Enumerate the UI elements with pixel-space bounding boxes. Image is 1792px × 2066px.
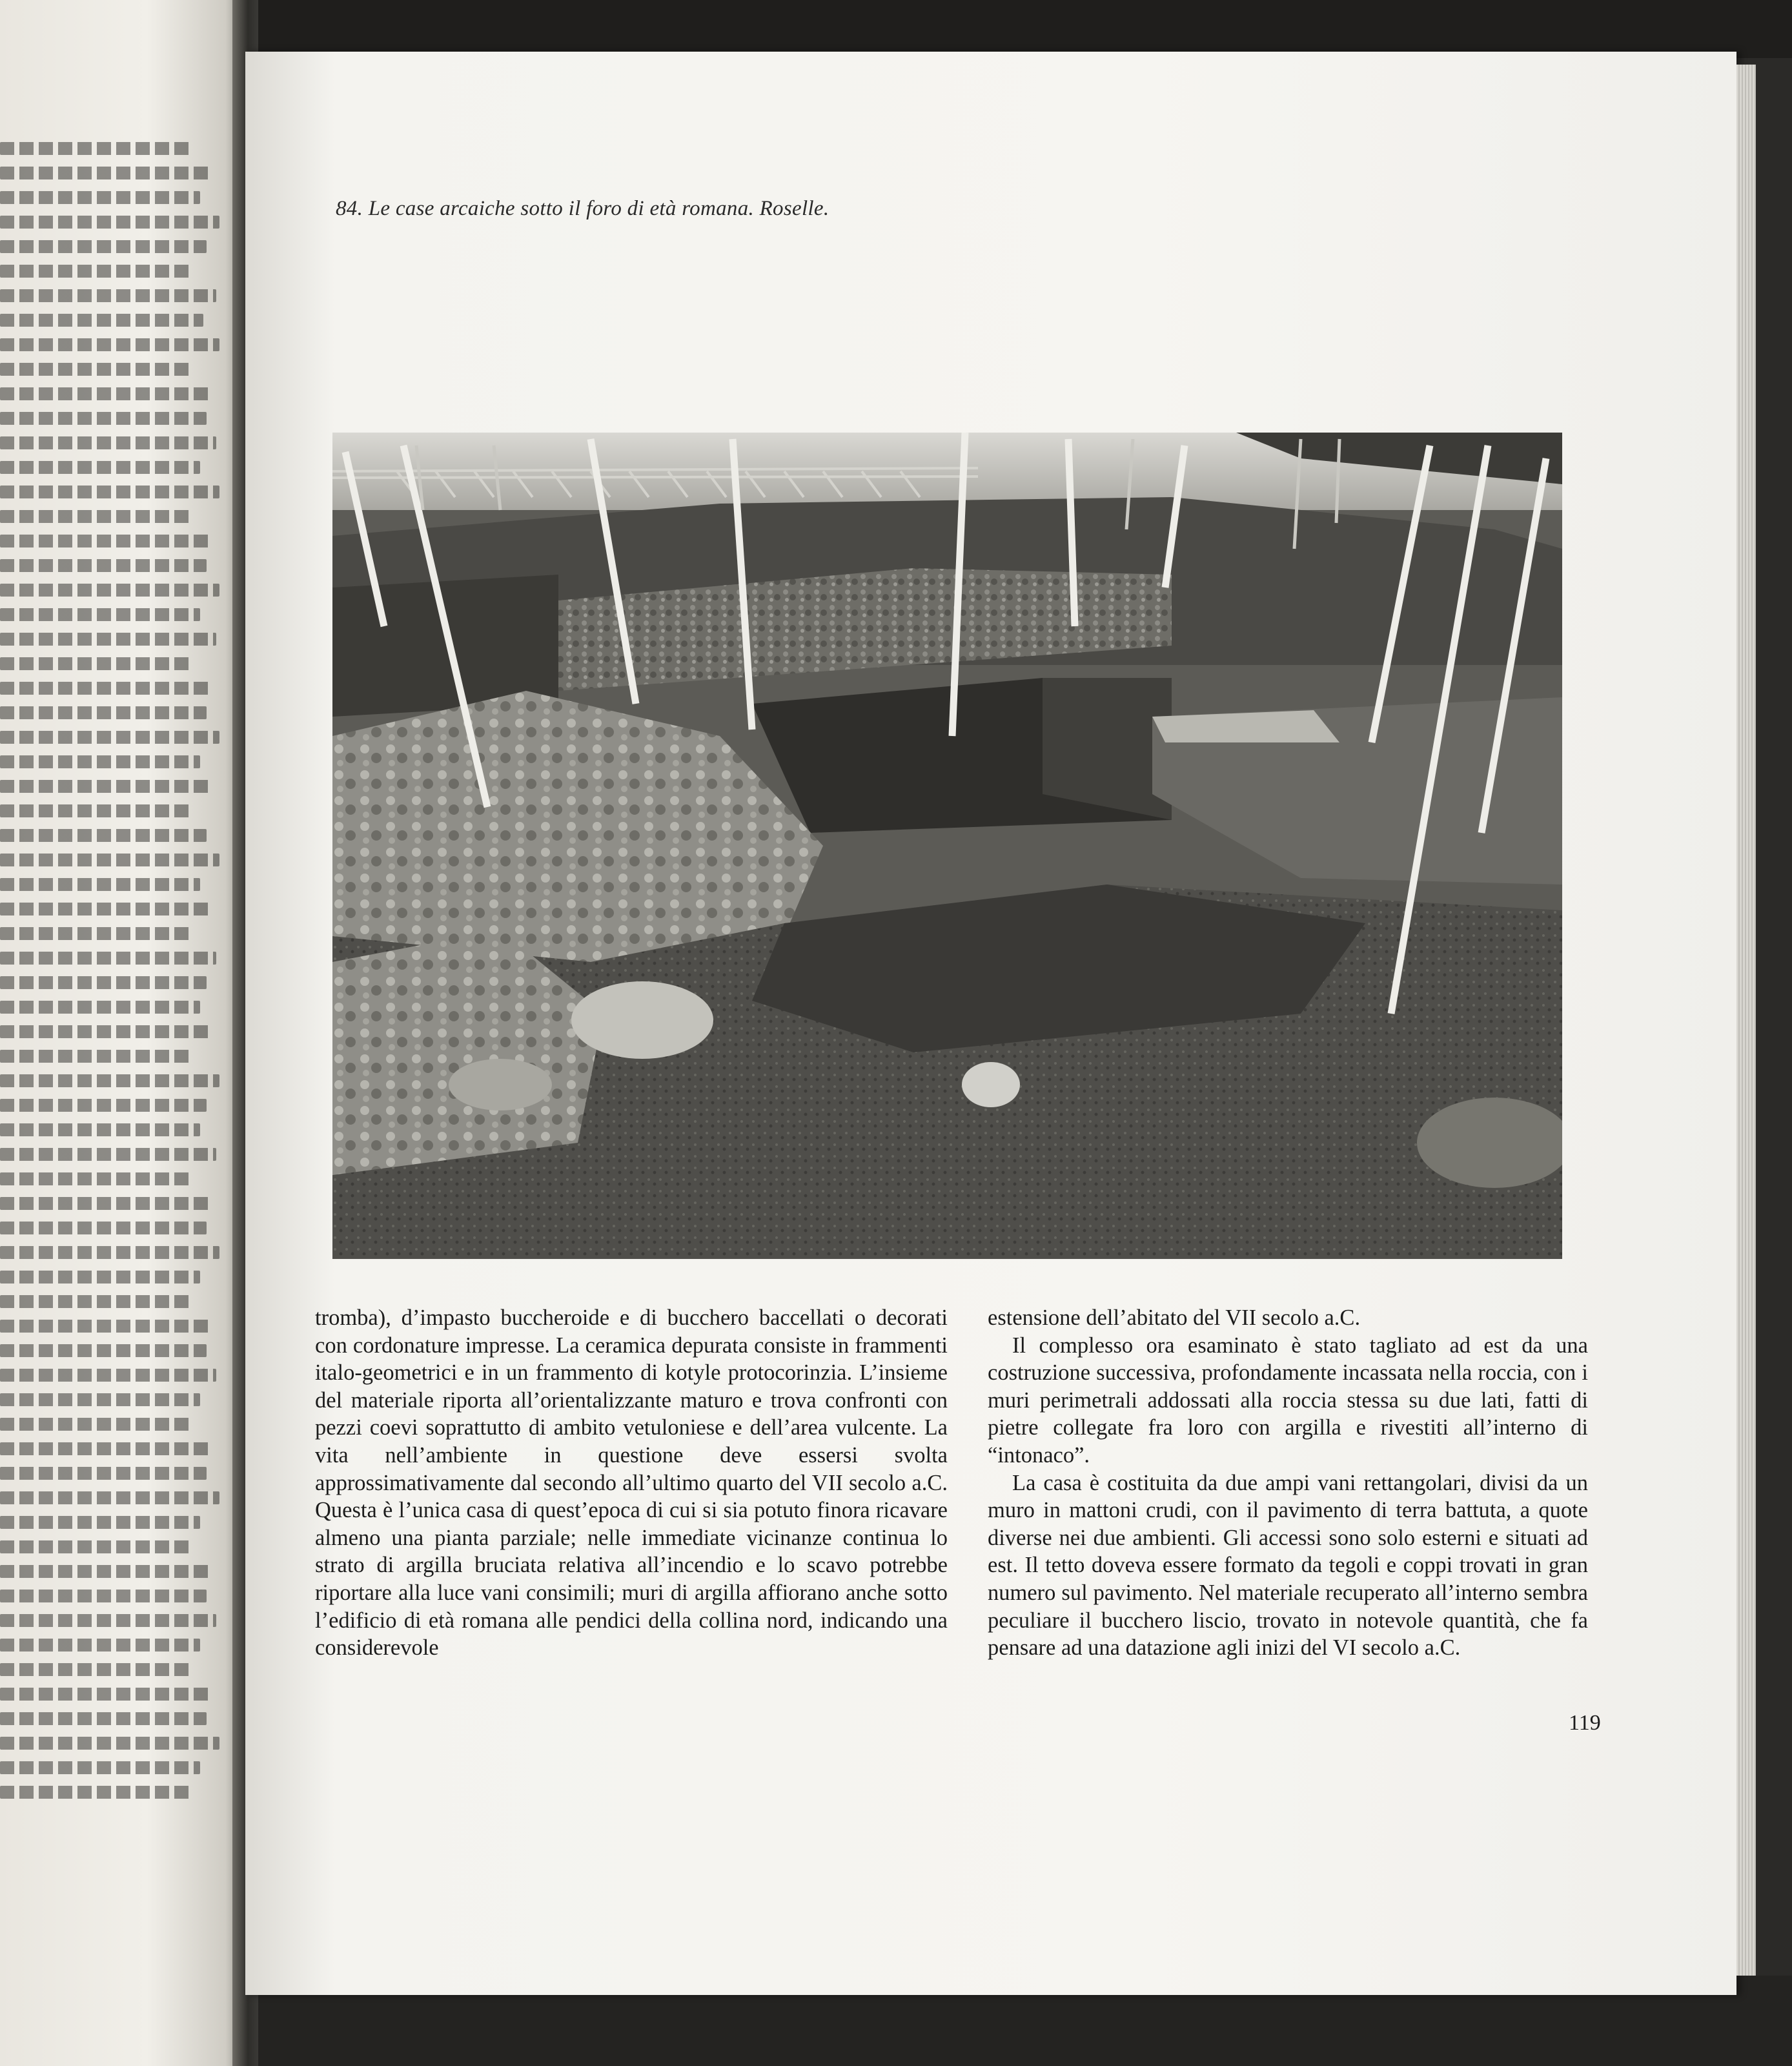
- page-number: 119: [1569, 1711, 1601, 1735]
- figure-caption: 84. Le case arcaiche sotto il foro di età romana. Roselle.: [336, 197, 830, 220]
- backdrop-top: [0, 0, 1792, 58]
- text-column-right: [988, 1304, 1588, 1662]
- paragraph: Il complesso ora esaminato è stato tagliato ad est da una costruzione successiva, profondamente incassata nella roccia, con i muri perimetrali addossati alla roccia stessa su due lati, fatti di pietre collegate fra loro con argilla e rivestiti all’interno di “intonaco”.: [988, 1333, 1588, 1468]
- left-page-edge: [0, 0, 245, 2066]
- paragraph: tromba), d’impasto buccheroide e di bucchero baccellati o decorati con cordonature impresse. La ceramica depurata consiste in frammenti italo-geometrici e in un frammento di kotyle protocorinzia. L’insieme del materiale riporta all’orientalizzante maturo e trova confronti con pezzi coevi soprattutto di ambito vetuloniese e dell’area vulcente. La vita nell’ambiente in questione deve essersi svolta approssimativamente dal secondo all’ultimo quarto del VII secolo a.C. Questa è l’unica casa di quest’epoca di cui si sia potuto finora ricavare almeno una pianta parziale; nelle immediate vicinanze continua lo strato di argilla bruciata relativa all’incendio e lo scavo potrebbe riportare alla luce vani consimili; muri di argilla affiorano anche sotto l’edificio di età romana alle pendici della collina nord, indicando una considerevole: [315, 1305, 948, 1661]
- page-edge-stack: [1736, 65, 1756, 1976]
- right-page: [245, 52, 1736, 1995]
- excavation-photo: [332, 433, 1562, 1259]
- paragraph: estensione dell’abitato del VII secolo a.C.: [988, 1305, 1361, 1330]
- left-page-text-fragments: [0, 142, 232, 1810]
- excavation-photo-drawing: [332, 433, 1562, 1259]
- paragraph: La casa è costituita da due ampi vani rettangolari, divisi da un muro in mattoni crudi, con il pavimento di terra battuta, a quote diverse nei due ambienti. Gli accessi sono solo esterni e situati ad est. Il tetto doveva essere formato da tegoli e coppi trovati in gran numero sul pavimento. Nel materiale recuperato all’interno sembra peculiare il bucchero liscio, trovato in notevole quantità, che fa pensare ad una datazione agli inizi del VI secolo a.C.: [988, 1470, 1588, 1661]
- text-column-left: [315, 1304, 948, 1662]
